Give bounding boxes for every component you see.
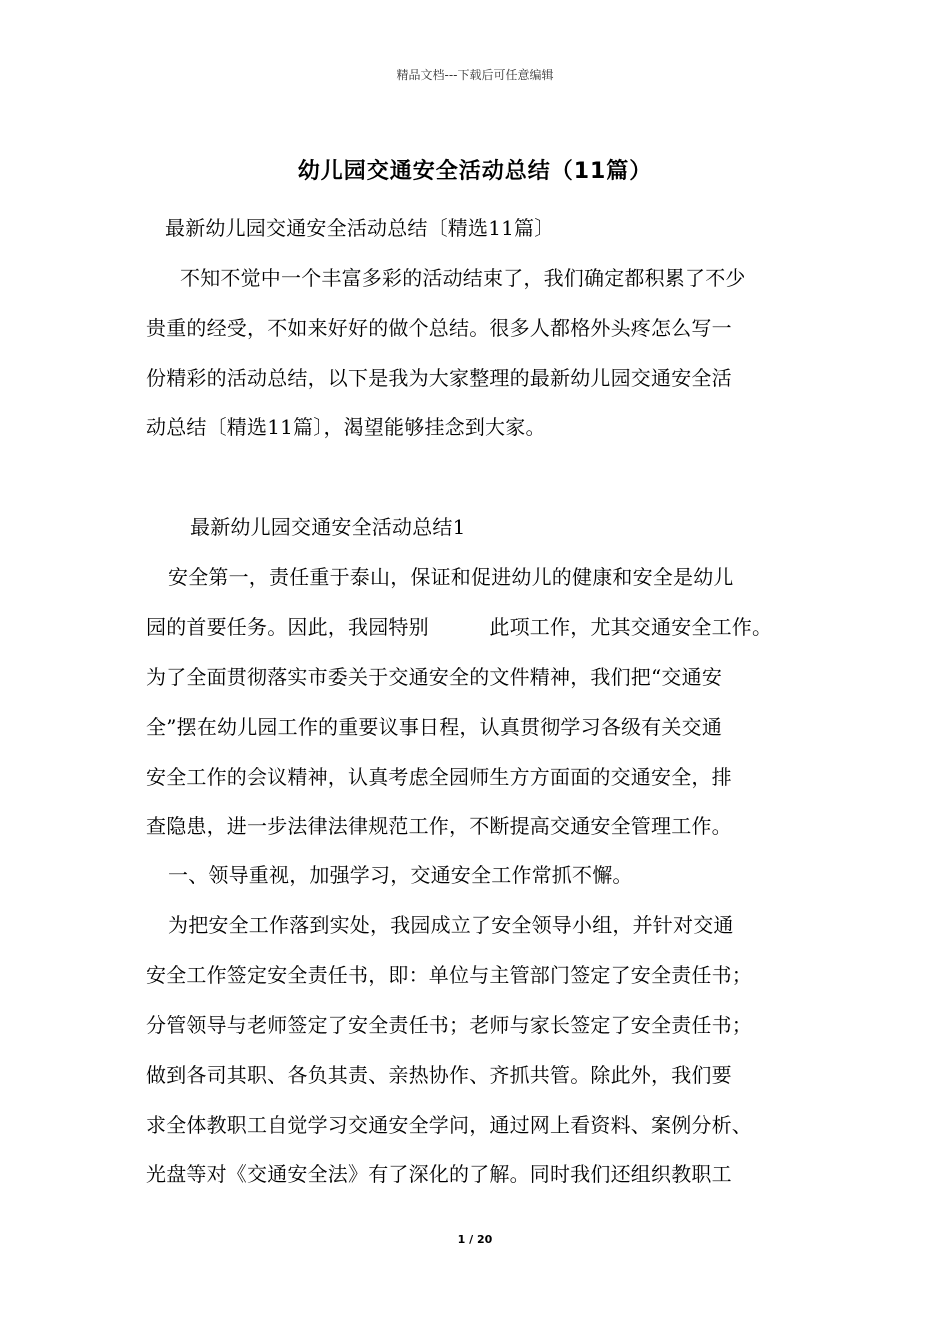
paragraph-line: 光盘等对《交通安全法》有了深化的了解。同时我们还组织教职工 — [146, 1162, 732, 1186]
subtitle-line: 最新幼儿园交通安全活动总结〔精选11篇〕 — [165, 216, 555, 240]
paragraph-line: 为了全面贯彻落实市委关于交通安全的文件精神，我们把“交通安 — [146, 665, 723, 689]
paragraph-line: 安全工作签定安全责任书，即：单位与主管部门签定了安全责任书； — [146, 963, 752, 987]
page-number: 1 / 20 — [457, 1233, 493, 1246]
paragraph-line: 份精彩的活动总结，以下是我为大家整理的最新幼儿园交通安全活 — [146, 366, 732, 390]
paragraph-line: 为把安全工作落到实处，我园成立了安全领导小组，并针对交通 — [168, 913, 734, 937]
paragraph-line: 查隐患，进一步法律法律规范工作，不断提高交通安全管理工作。 — [146, 814, 732, 838]
header-note: 精品文档---下载后可任意编辑 — [396, 68, 554, 82]
paragraph-line: 安全工作的会议精神，认真考虑全园师生方方面面的交通安全，排 — [146, 765, 732, 789]
document-title: 幼儿园交通安全活动总结（11篇） — [297, 159, 653, 184]
paragraph-line: 园的首要任务。因此，我园特别 此项工作，尤其交通安全工作。 — [146, 615, 773, 639]
paragraph-line: 安全第一，责任重于泰山，保证和促进幼儿的健康和安全是幼儿 — [168, 565, 734, 589]
numbered-heading: 一、领导重视，加强学习，交通安全工作常抓不懈。 — [168, 863, 633, 887]
paragraph-line: 不知不觉中一个丰富多彩的活动结束了，我们确定都积累了不少 — [180, 266, 746, 290]
paragraph-line: 动总结〔精选11篇〕，渴望能够挂念到大家。 — [146, 415, 546, 439]
section-heading: 最新幼儿园交通安全活动总结1 — [190, 515, 466, 539]
paragraph-line: 全”摆在幼儿园工作的重要议事日程，认真贯彻学习各级有关交通 — [146, 715, 723, 739]
paragraph-line: 贵重的经受，不如来好好的做个总结。很多人都格外头疼怎么写一 — [146, 316, 732, 340]
paragraph-line: 求全体教职工自觉学习交通安全学问，通过网上看资料、案例分析、 — [146, 1113, 752, 1137]
paragraph-line: 做到各司其职、各负其责、亲热协作、齐抓共管。除此外，我们要 — [146, 1063, 732, 1087]
paragraph-line: 分管领导与老师签定了安全责任书；老师与家长签定了安全责任书； — [146, 1013, 752, 1037]
